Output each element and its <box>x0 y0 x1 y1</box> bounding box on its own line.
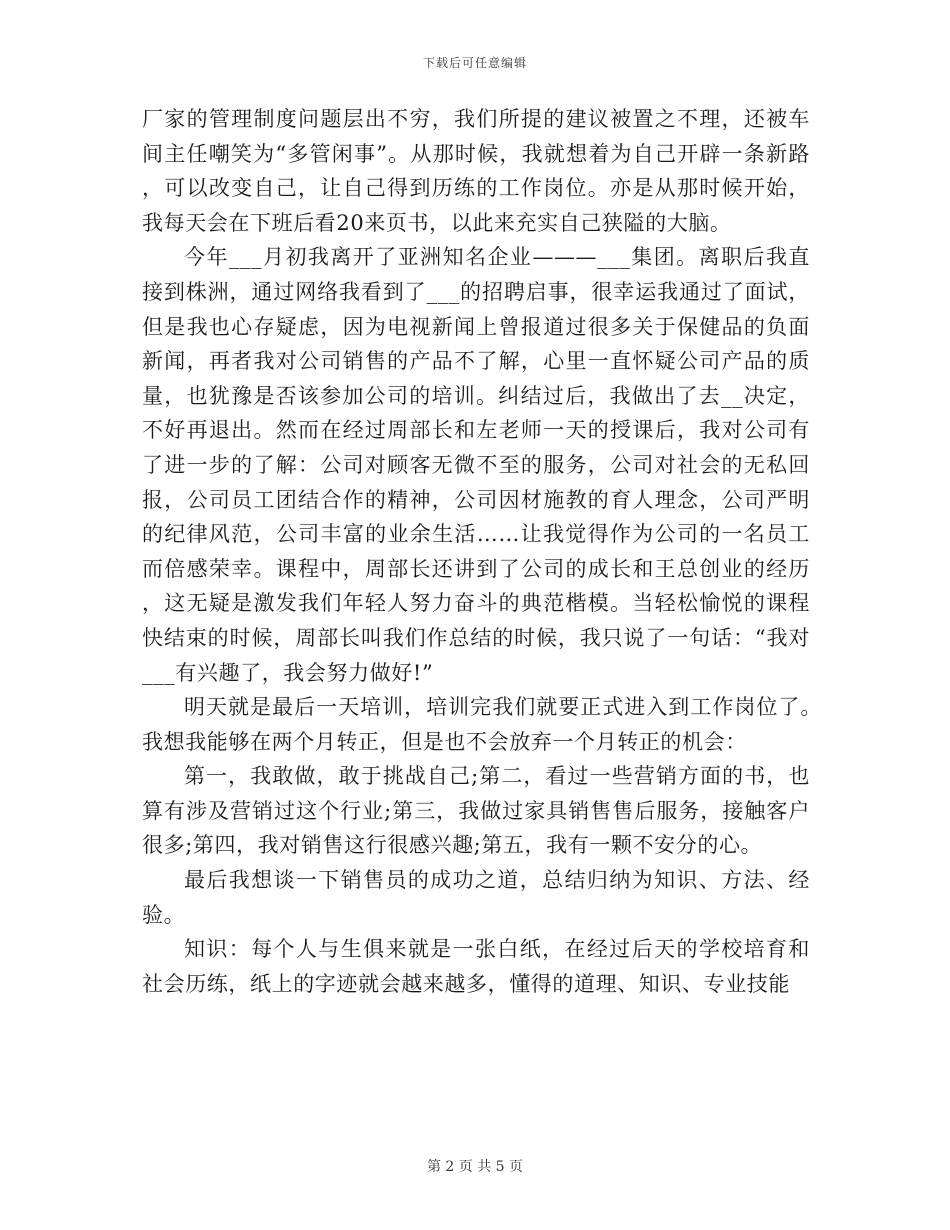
page-number: 第 2 页 共 5 页 <box>426 1159 524 1175</box>
document-body <box>142 102 822 1001</box>
page-header: 下载后可任意编辑 <box>422 56 527 70</box>
paragraph-1: 厂家的管理制度问题层出不穷，我们所提的建议被置之不理，还被车间主任嘲笑为“多管闲事”。从那时候，我就想着为自己开辟一条新路，可以改变自己，让自己得到历练的工作岗位。亦是从那时候开始，我每天会在下班后看20来页书，以此来充实自己狭隘的大脑。 <box>142 107 810 235</box>
paragraph-2: 今年___月初我离开了亚洲知名企业———___集团。离职后我直接到株洲，通过网络我看到了___的招聘启事，很幸运我通过了面试，但是我也心存疑虑，因为电视新闻上曾报道过很多关于保健品的负面新闻，再者我对公司销售的产品不了解，心里一直怀疑公司产品的质量，也犹豫是否该参加公司的培训。纠结过后，我做出了去__决定，不好再退出。然而在经过周部长和左老师一天的授课后，我对公司有了进一步的了解：公司对顾客无微不至的服务，公司对社会的无私回报，公司员工团结合作的精神，公司因材施教的育人理念，公司严明的纪律风范，公司丰富的业余生活……让我觉得作为公司的一名员工而倍感荣幸。课程中，周部长还讲到了公司的成长和王总创业的经历，这无疑是激发我们年轻人努力奋斗的典范楷模。当轻松愉悦的课程快结束的时候，周部长叫我们作总结的时候，我只说了一句话：“我对___有兴趣了，我会努力做好!” <box>142 245 810 685</box>
paragraph-6: 知识：每个人与生俱来就是一张白纸，在经过后天的学校培育和社会历练，纸上的字迹就会越来越多，懂得的道理、知识、专业技能 <box>142 937 810 996</box>
paragraph-3: 明天就是最后一天培训，培训完我们就要正式进入到工作岗位了。我想我能够在两个月转正，但是也不会放弃一个月转正的机会： <box>142 695 822 754</box>
paragraph-4: 第一，我敢做，敢于挑战自己;第二，看过一些营销方面的书，也算有涉及营销过这个行业;第三，我做过家具销售售后服务，接触客户很多;第四，我对销售这行很感兴趣;第五，我有一颗不安分的心。 <box>142 764 810 858</box>
paragraph-5: 最后我想谈一下销售员的成功之道，总结归纳为知识、方法、经验。 <box>142 868 810 927</box>
